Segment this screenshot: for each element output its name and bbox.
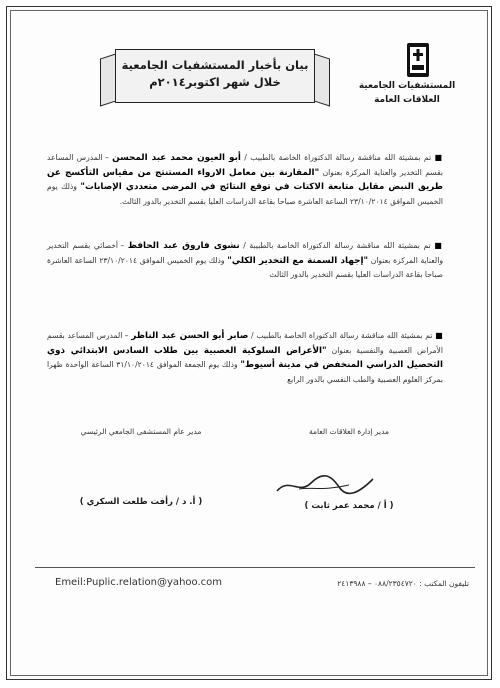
hospital-director-title: مدير عام المستشفى الجامعي الرئيسي — [80, 427, 202, 436]
item-name: أبو العيون محمد عبد المحسن — [112, 153, 241, 163]
document-page — [6, 6, 492, 680]
item-thesis: "المقارنة بين معامل الارواء المستنتج من مقياس التأكسج عن طريق النبض مقابل متابعة الاكتات في توقع النتائج في المرضى متعددي الإصابات" — [47, 167, 444, 192]
item-name: صابر أبو الحسن عبد الناظر — [131, 331, 249, 341]
handwritten-signature — [269, 469, 379, 499]
title-line-1: بيان بأخبار المستشفيات الجامعية — [121, 58, 309, 72]
news-item-2 — [47, 239, 443, 282]
bullet-icon: ■ — [435, 331, 444, 340]
org-line-2: العلاقات العامة — [374, 95, 440, 105]
title-banner — [115, 49, 315, 103]
item-role: – المدرس المساعد بقسم التخدير والعناية المركزة بعنوان — [47, 153, 444, 177]
item-name: نشوى فاروق عبد الحافظ — [127, 241, 240, 251]
bullet-icon: ■ — [434, 153, 444, 162]
news-item-3 — [47, 329, 443, 386]
contact-email: Emeil:Puplic.relation@yahoo.com — [55, 577, 222, 588]
item-role: – المدرس المساعد بقسم الأمراض العصبية والنفسية بعنوان — [47, 331, 443, 355]
item-role: – أخصائي بقسم التخدير والعناية المركزة بعنوان — [47, 241, 444, 265]
org-line-1: المستشفيات الجامعية — [358, 81, 456, 91]
item-thesis: "الأعراض السلوكية العصبية بين طلاب السادس الابتدائي ذوي التحصيل الدراسي المنخفض في مدينة أسيوط" — [47, 345, 443, 370]
bullet-icon: ■ — [434, 241, 443, 250]
item-intro: تم بمشيئة الله مناقشة رسالة الدكتوراة الخاصة بالطبيب / — [244, 153, 432, 162]
contact-phone: تليفون المكتب : ٠٨٨/٢٣٥٤٧٢٠ – ٢٤١٣٩٨٨ — [337, 579, 469, 588]
item-intro: تم بمشيئة الله مناقشة رسالة الدكتوراة الخاصة بالطبيبة / — [243, 241, 431, 250]
public-relations-director-title: مدير إدارة العلاقات العامة — [308, 427, 390, 436]
news-item-1 — [47, 151, 443, 208]
item-details: وذلك يوم الخميس الموافق ٢٣/١٠/٢٠١٤ الساعة العاشرة صباحا بقاعة الدراسات العليا بقسم التخدير بالدور الثالث. — [47, 182, 443, 206]
university-hospitals-logo — [379, 35, 439, 85]
item-details: وذلك يوم الجمعة الموافق ٣١/١٠/٢٠١٤ الساعة الواحدة ظهرا بمركز العلوم العصبية والطب النفسي بالدور الرابع — [47, 360, 443, 384]
item-intro: تم بمشيئة الله مناقشة رسالة الدكتوراة الخاصة بالطبيب / — [251, 331, 433, 340]
item-thesis: "إجهاد السمنة مع التخدير الكلي" — [227, 255, 369, 266]
footer-divider — [35, 567, 475, 568]
item-details: وذلك يوم الخميس الموافق ٢٣/١٠/٢٠١٤ الساعة العاشرة صباحا بقاعة الدراسات العليا بقسم التخدير بالدور الثالث — [47, 255, 443, 279]
title-line-2: خلال شهر اكتوبر٢٠١٤م — [149, 75, 281, 89]
public-relations-director-name: ( أ / محمد عمر ثابت ) — [304, 501, 394, 511]
organization-name — [347, 79, 467, 107]
hospital-director-name: ( أ. د / رأفت طلعت السكري ) — [79, 497, 203, 507]
